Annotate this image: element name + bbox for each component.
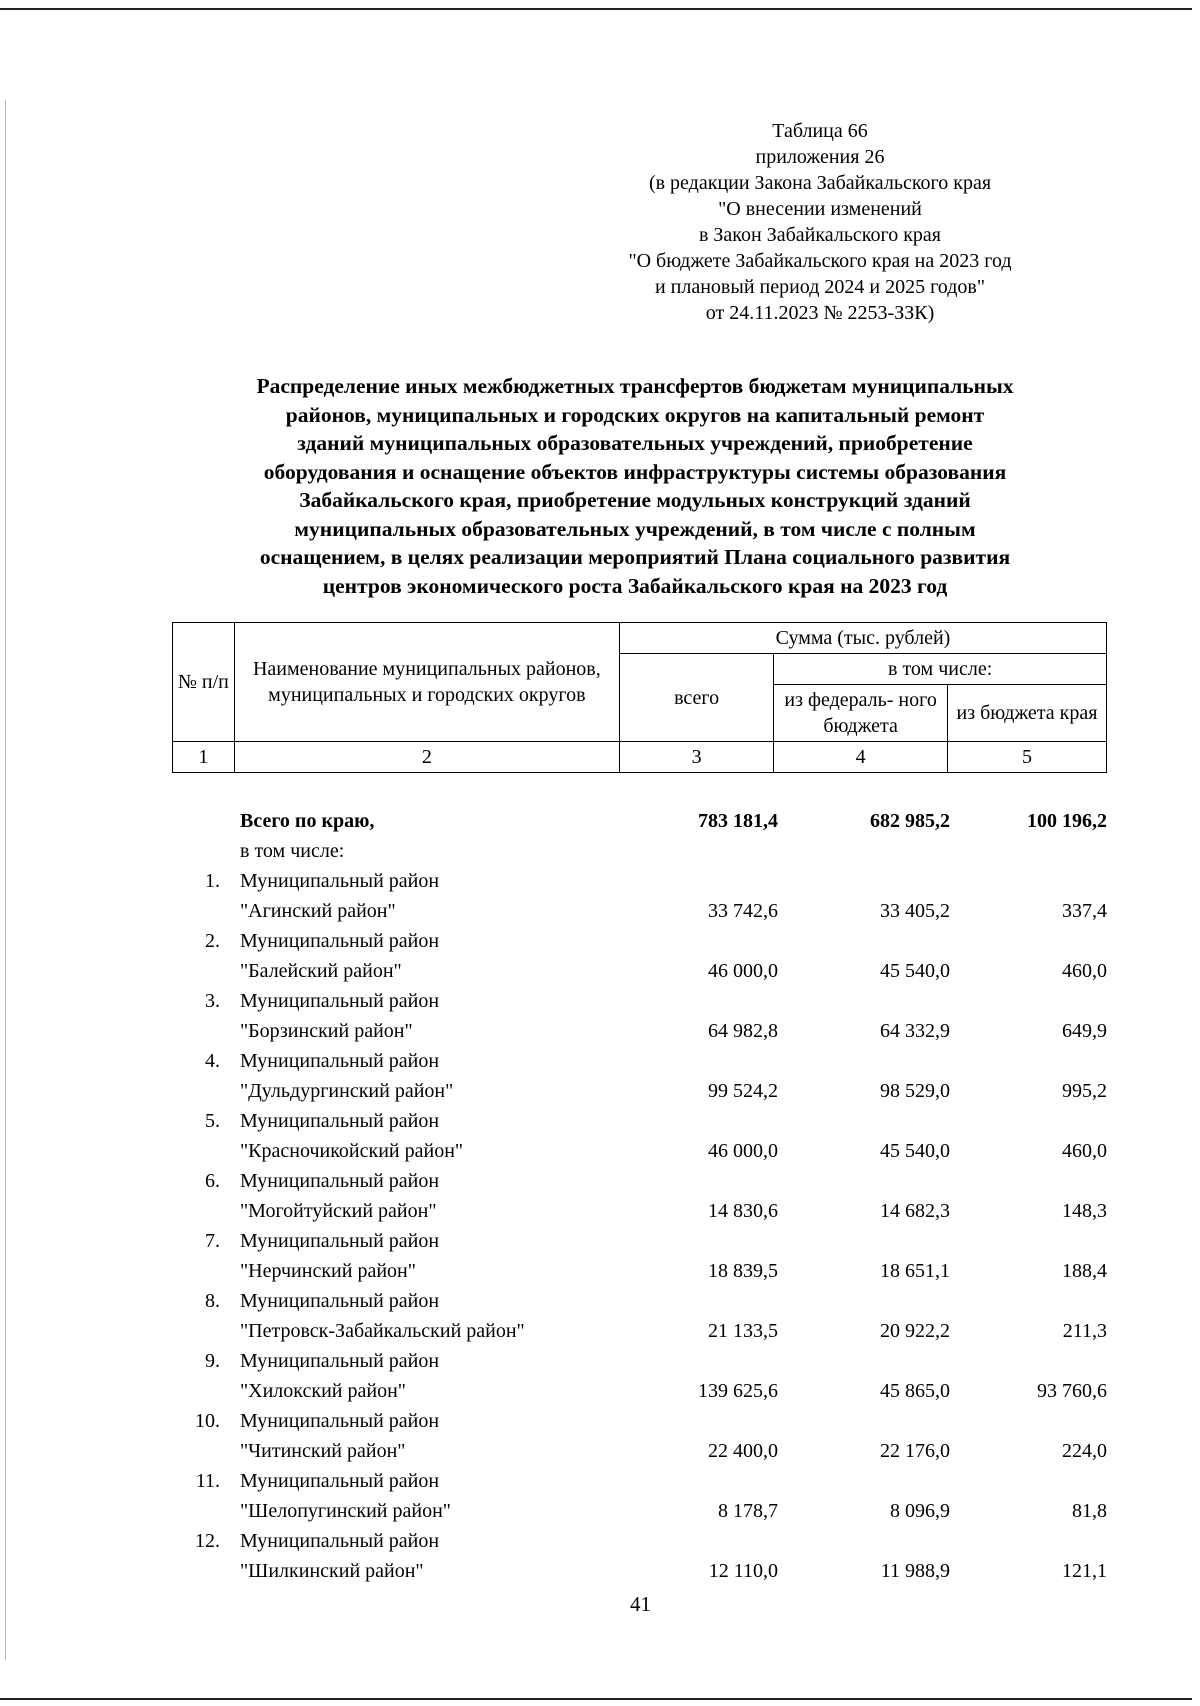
table-row	[172, 1466, 1107, 1526]
table-row	[172, 1166, 1107, 1226]
row-federal: 20 922,2	[880, 1320, 950, 1342]
header-line: и плановый период 2024 и 2025 годов"	[654, 276, 986, 298]
row-name	[230, 1106, 622, 1166]
row-number: 6.	[205, 1170, 220, 1192]
row-regional: 460,0	[1062, 1140, 1107, 1162]
district-name: "Нерчинский район"	[240, 1260, 416, 1282]
row-regional: 81,8	[1072, 1500, 1107, 1522]
table-row	[172, 1226, 1107, 1286]
district-type: Муниципальный район	[240, 1530, 440, 1552]
header-line: "О внесении изменений	[718, 198, 922, 220]
row-total: 22 400,0	[708, 1440, 778, 1462]
row-number: 4.	[205, 1050, 220, 1072]
header-line: Таблица 66	[772, 120, 868, 142]
header-including: в том числе:	[774, 654, 1107, 685]
title-line: Забайкальского края, приобретение модульных конструкций зданий	[299, 488, 971, 512]
district-type: Муниципальный район	[240, 1170, 440, 1192]
col-number: 1	[173, 742, 235, 773]
header-line: "О бюджете Забайкальского края на 2023 год	[628, 250, 1012, 272]
district-name: "Читинский район"	[240, 1440, 406, 1462]
header-regional: из бюджета края	[947, 685, 1106, 742]
total-federal: 682 985,2	[870, 810, 950, 832]
row-federal: 45 540,0	[880, 960, 950, 982]
row-federal: 64 332,9	[880, 1020, 950, 1042]
col-number: 3	[619, 742, 773, 773]
header-total: всего	[619, 654, 773, 742]
district-name: "Красночикойский район"	[240, 1140, 464, 1162]
title-line: оборудования и оснащение объектов инфраструктуры системы образования	[263, 459, 1007, 484]
total-regional: 100 196,2	[1027, 810, 1107, 832]
table-row	[172, 986, 1107, 1046]
including-label: в том числе:	[240, 840, 345, 862]
header-line: от 24.11.2023 № 2253-ЗЗК)	[705, 302, 935, 324]
row-total: 21 133,5	[708, 1320, 778, 1342]
title-line: муниципальных образовательных учреждений, в том числе с полным	[294, 516, 976, 541]
row-name	[230, 1226, 622, 1286]
title-line: оснащением, в целях реализации мероприятий Плана социального развития	[259, 545, 1011, 569]
subtitle-row	[172, 836, 1107, 866]
row-regional: 148,3	[1062, 1200, 1107, 1222]
row-name	[230, 986, 622, 1046]
appendix-header	[520, 118, 1120, 326]
header-line: приложения 26	[755, 146, 885, 168]
district-name: "Шилкинский район"	[240, 1560, 424, 1582]
data-table	[172, 806, 1107, 1586]
row-regional: 188,4	[1062, 1260, 1107, 1282]
page-border-left	[5, 100, 6, 1660]
row-federal: 11 988,9	[880, 1560, 950, 1582]
table-row	[172, 866, 1107, 926]
header-line: в Закон Забайкальского края	[698, 224, 942, 246]
district-name: "Шелопугинский район"	[240, 1500, 451, 1522]
row-federal: 45 540,0	[880, 1140, 950, 1162]
table-row	[172, 1046, 1107, 1106]
page-border-top	[0, 8, 1192, 10]
row-regional: 460,0	[1062, 960, 1107, 982]
table-row	[172, 1346, 1107, 1406]
district-name: "Дульдургинский район"	[240, 1080, 454, 1102]
district-name: "Балейский район"	[240, 960, 402, 982]
row-name	[230, 1286, 622, 1346]
row-name	[230, 1346, 622, 1406]
district-type: Муниципальный район	[240, 1410, 440, 1432]
row-regional: 995,2	[1062, 1080, 1107, 1102]
col-number: 4	[774, 742, 948, 773]
row-name	[230, 1466, 622, 1526]
row-number: 12.	[195, 1530, 220, 1552]
row-name	[230, 1526, 622, 1586]
header-name: Наименование муниципальных районов, муниципальных и городских округов	[234, 623, 619, 742]
total-sum: 783 181,4	[698, 810, 778, 832]
row-total: 46 000,0	[708, 960, 778, 982]
document-title	[160, 372, 1110, 600]
total-label: Всего по краю,	[240, 810, 375, 832]
table-row	[172, 1286, 1107, 1346]
table-row	[172, 926, 1107, 986]
row-federal: 33 405,2	[880, 900, 950, 922]
row-name	[230, 1166, 622, 1226]
row-total: 14 830,6	[708, 1200, 778, 1222]
table-row	[172, 1106, 1107, 1166]
row-total: 12 110,0	[708, 1560, 778, 1582]
row-name	[230, 1406, 622, 1466]
district-type: Муниципальный район	[240, 1350, 440, 1372]
row-number: 5.	[205, 1110, 220, 1132]
row-regional: 224,0	[1062, 1440, 1107, 1462]
page-number: 41	[630, 1592, 651, 1616]
district-type: Муниципальный район	[240, 990, 440, 1012]
row-regional: 121,1	[1062, 1560, 1107, 1582]
row-number: 9.	[205, 1350, 220, 1372]
row-name	[230, 926, 622, 986]
row-regional: 337,4	[1062, 900, 1107, 922]
row-number: 8.	[205, 1290, 220, 1312]
row-name	[230, 866, 622, 926]
row-total: 18 839,5	[708, 1260, 778, 1282]
row-name	[230, 1046, 622, 1106]
table-row	[172, 1406, 1107, 1466]
district-type: Муниципальный район	[240, 930, 440, 952]
table-header	[172, 622, 1107, 773]
district-type: Муниципальный район	[240, 1230, 440, 1252]
title-line: Распределение иных межбюджетных трансфертов бюджетам муниципальных	[256, 374, 1014, 398]
title-line: центров экономического роста Забайкальского края на 2023 год	[322, 573, 948, 598]
header-federal: из федераль- ного бюджета	[774, 685, 948, 742]
district-type: Муниципальный район	[240, 1050, 440, 1072]
district-type: Муниципальный район	[240, 1290, 440, 1312]
row-total: 33 742,6	[708, 900, 778, 922]
row-number: 3.	[205, 990, 220, 1012]
row-total: 64 982,8	[708, 1020, 778, 1042]
header-line: (в редакции Закона Забайкальского края	[648, 172, 992, 194]
row-total: 139 625,6	[698, 1380, 778, 1402]
row-number: 11.	[195, 1470, 220, 1492]
row-number: 7.	[205, 1230, 220, 1252]
district-name: "Петровск-Забайкальский район"	[240, 1320, 525, 1342]
row-number: 1.	[205, 870, 220, 892]
page-border-bottom	[0, 1698, 1192, 1700]
district-name: "Агинский район"	[240, 900, 396, 922]
row-regional: 649,9	[1062, 1020, 1107, 1042]
header-sum: Сумма (тыс. рублей)	[619, 623, 1106, 654]
row-number: 10.	[195, 1410, 220, 1432]
total-row	[172, 806, 1107, 836]
title-line: зданий муниципальных образовательных учреждений, приобретение	[297, 431, 973, 455]
row-federal: 22 176,0	[880, 1440, 950, 1462]
district-name: "Борзинский район"	[240, 1020, 413, 1042]
col-number: 5	[947, 742, 1106, 773]
row-federal: 45 865,0	[880, 1380, 950, 1402]
district-name: "Могойтуйский район"	[240, 1200, 437, 1222]
row-total: 8 178,7	[718, 1500, 778, 1522]
title-line: районов, муниципальных и городских округов на капитальный ремонт	[285, 402, 985, 427]
row-federal: 98 529,0	[880, 1080, 950, 1102]
row-regional: 93 760,6	[1037, 1380, 1107, 1402]
row-federal: 8 096,9	[890, 1500, 950, 1522]
row-federal: 18 651,1	[880, 1260, 950, 1282]
row-total: 99 524,2	[708, 1080, 778, 1102]
district-type: Муниципальный район	[240, 1470, 440, 1492]
district-name: "Хилокский район"	[240, 1380, 406, 1402]
table-row	[172, 1526, 1107, 1586]
row-regional: 211,3	[1062, 1320, 1107, 1342]
row-federal: 14 682,3	[880, 1200, 950, 1222]
header-num: № п/п	[173, 623, 235, 742]
row-number: 2.	[205, 930, 220, 952]
col-number: 2	[234, 742, 619, 773]
row-total: 46 000,0	[708, 1140, 778, 1162]
district-type: Муниципальный район	[240, 870, 440, 892]
district-type: Муниципальный район	[240, 1110, 440, 1132]
